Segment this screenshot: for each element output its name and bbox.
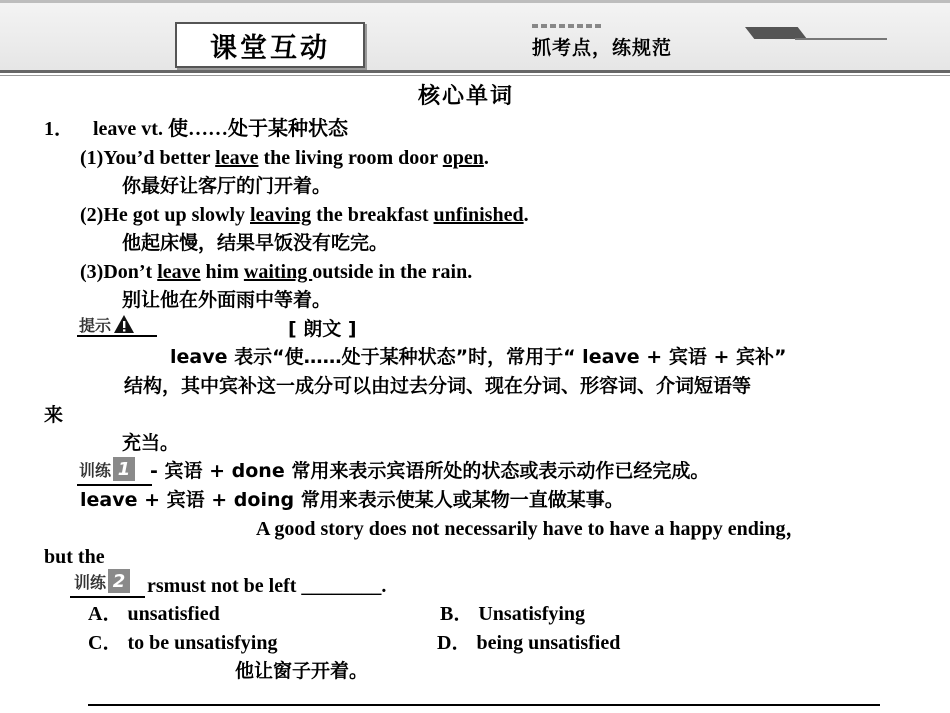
question-text: but the	[44, 546, 105, 568]
slogan: 抓考点，练规范	[532, 37, 673, 59]
example-3-text: outside in the rain.	[312, 261, 473, 283]
drill-1-rule: leave + 宾语 + doing 常用来表示使某人或某物一直做某事。	[80, 489, 624, 511]
example-2-text: .	[523, 204, 529, 226]
question-text: A good story does not necessarily have to have a happy ending，	[256, 518, 806, 540]
drill-2-number: 2	[108, 569, 130, 593]
example-3	[80, 259, 472, 285]
example-1-text: the living room door	[258, 147, 443, 169]
option-d: D． being unsatisfied	[437, 632, 621, 654]
tip-underline	[77, 335, 157, 337]
drill-1-rule: - 宾语 + done 常用来表示宾语所处的状态或表示动作已经完成。	[150, 460, 710, 482]
example-2-translation: 他起床慢，结果早饭没有吃完。	[122, 232, 389, 254]
warning-icon	[113, 314, 135, 334]
drill-2-label: 训练	[74, 572, 107, 592]
tip-text: 结构，其中宾补这一成分可以由过去分词、现在分词、形容词、介词短语等	[124, 375, 752, 397]
drill-2-badge	[74, 568, 130, 594]
example-3-complement: waiting	[243, 261, 313, 283]
option-c: C． to be unsatisfying	[88, 632, 278, 654]
answer-blank-line	[88, 704, 880, 706]
example-3-translation: 别让他在外面雨中等着。	[122, 289, 332, 311]
header-band	[0, 0, 950, 70]
example-2	[80, 202, 529, 228]
tip-text: 来	[44, 404, 64, 426]
page-heading: 核心单词	[418, 84, 515, 109]
bar-line-decoration	[795, 38, 887, 40]
header-divider	[0, 70, 950, 73]
tip-text: 充当。	[122, 432, 180, 454]
drill-1-underline	[77, 484, 152, 486]
headword: leave vt. 使……处于某种状态	[93, 118, 348, 140]
headword-line	[44, 116, 348, 142]
example-3-key-verb: leave	[157, 261, 201, 283]
tip-source: [ 朗文 ]	[288, 318, 357, 340]
header-divider-thin	[0, 75, 950, 76]
translation-prompt: 他让窗子开着。	[235, 660, 369, 682]
drill-1-badge	[79, 456, 135, 482]
example-1-key-verb: leave	[215, 147, 259, 169]
example-3-text: (3)Don’t	[80, 261, 158, 283]
example-1-text: (1)You’d better	[80, 147, 216, 169]
example-3-text: him	[200, 261, 244, 283]
section-title: 课堂互动	[175, 22, 365, 68]
tip-text: leave 表示“使……处于某种状态”时，常用于“ leave + 宾语 + 宾补”	[170, 346, 787, 368]
example-1	[80, 145, 489, 171]
option-a: A． unsatisfied	[88, 603, 220, 625]
example-1-complement: open	[442, 147, 484, 169]
example-2-text: the breakfast	[311, 204, 434, 226]
top-divider	[0, 0, 950, 3]
example-1-text: .	[483, 147, 489, 169]
option-b: B． Unsatisfying	[440, 603, 586, 625]
tip-badge	[79, 311, 135, 337]
drill-1-number: 1	[113, 457, 135, 481]
drill-1-label: 训练	[79, 460, 112, 480]
example-2-text: (2)He got up slowly	[80, 204, 250, 226]
tip-label: 提示	[79, 315, 112, 335]
question-text: rsmust not be left ________.	[147, 575, 387, 597]
example-2-key-verb: leaving	[250, 204, 312, 226]
example-2-complement: unfinished	[433, 204, 524, 226]
drill-2-underline	[70, 596, 145, 598]
example-1-translation: 你最好让客厅的门开着。	[122, 175, 332, 197]
item-number: 1．	[44, 118, 74, 140]
dash-decoration	[532, 24, 602, 28]
